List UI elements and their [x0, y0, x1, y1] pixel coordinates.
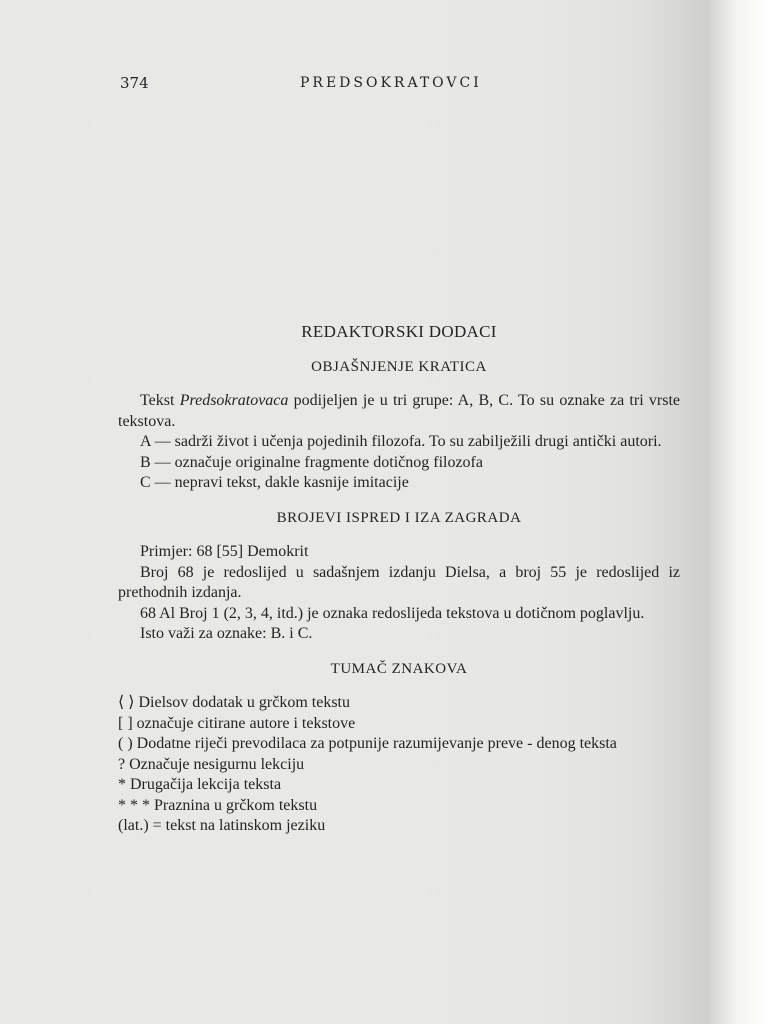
running-head: PREDSOKRATOVCI	[300, 75, 482, 91]
sign-item-asterisk: * Drugačija lekcija teksta	[118, 776, 282, 793]
numbers-heading: BROJEVI ISPRED I IZA ZAGRADA	[276, 509, 522, 526]
abbreviation-item-a: A — sadrži život i učenja pojedinih filozofa. To su zabilježili drugi antički autori.	[140, 433, 662, 450]
sign-item-angle-brackets: ⟨ ⟩ Dielsov dodatak u grčkom tekstu	[118, 694, 350, 711]
numbers-example: Primjer: 68 [55] Demokrit	[140, 543, 309, 560]
abbreviation-item-b: B — označuje originalne fragmente dotičnog filozofa	[140, 453, 483, 471]
intro-italic-title: Predsokratovaca	[179, 392, 289, 409]
signs-legend	[118, 693, 680, 837]
page-number: 374	[120, 74, 149, 92]
page-body	[118, 322, 680, 837]
abbreviation-item-c: C — nepravi tekst, dakle kasnije imitacije	[140, 474, 409, 491]
numbers-order: 68 Al Broj 1 (2, 3, 4, itd.) je oznaka redoslijeda tekstova u dotičnom poglavlju.	[140, 604, 645, 622]
section-title: REDAKTORSKI DODACI	[301, 322, 497, 341]
sign-item-question-mark: ? Označuje nesigurnu lekciju	[118, 755, 305, 773]
signs-heading: TUMAČ ZNAKOVA	[330, 660, 468, 677]
numbers-explanation: Broj 68 je redoslijed u sadašnjem izdanju Dielsa, a broj 55 je redoslijed iz prethodnih izdanja.	[118, 563, 680, 601]
abbreviations-heading: OBJAŠNJENJE KRATICA	[311, 358, 487, 375]
intro-prefix: Tekst	[140, 392, 180, 409]
page-header	[120, 74, 680, 96]
sign-item-triple-asterisk: * * * Praznina u grčkom tekstu	[118, 796, 318, 814]
sign-item-latin: (lat.) = tekst na latinskom jeziku	[118, 817, 326, 834]
intro-suffix: podijeljen je u tri grupe: A, B, C. To su oznake za tri vrste tekstova.	[118, 392, 680, 430]
sign-item-parentheses: ( ) Dodatne riječi prevodilaca za potpunije razumijevanje preve - denog teksta	[118, 735, 617, 752]
numbers-note: Isto važi za oznake: B. i C.	[140, 625, 313, 642]
sign-item-square-brackets: [ ] označuje citirane autore i tekstove	[118, 714, 356, 732]
abbreviations-intro	[118, 391, 680, 432]
